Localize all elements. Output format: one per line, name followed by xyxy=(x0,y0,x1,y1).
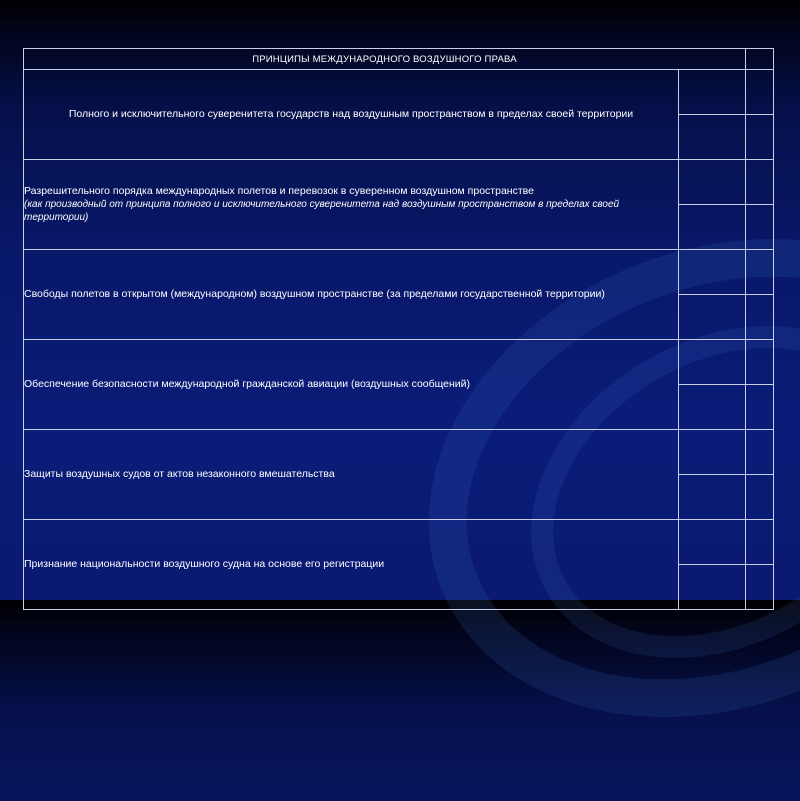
table-row xyxy=(24,520,774,565)
principle-text: Признание национальности воздушного судна на основе его регистрации xyxy=(24,558,385,570)
mark-cell[interactable] xyxy=(746,115,774,160)
mark-cell[interactable] xyxy=(746,70,774,115)
mark-cell[interactable] xyxy=(746,430,774,475)
mark-cell[interactable] xyxy=(746,160,774,205)
answer-cell[interactable] xyxy=(679,70,746,115)
table-header-row xyxy=(24,49,774,70)
principle-cell xyxy=(24,250,679,340)
principle-cell xyxy=(24,70,679,160)
principle-text: Защиты воздушных судов от актов незаконного вмешательства xyxy=(24,468,335,480)
principles-table xyxy=(23,48,774,610)
principle-subtext: (как производный от принципа полного и исключительного суверенитета над воздушным пространством в пределах своей территории) xyxy=(24,199,620,223)
table-header: ПРИНЦИПЫ МЕЖДУНАРОДНОГО ВОЗДУШНОГО ПРАВА xyxy=(24,49,746,70)
mark-cell[interactable] xyxy=(746,205,774,250)
table-row xyxy=(24,160,774,205)
header-empty-cell xyxy=(746,49,774,70)
mark-cell[interactable] xyxy=(746,520,774,565)
answer-cell[interactable] xyxy=(679,295,746,340)
answer-cell[interactable] xyxy=(679,340,746,385)
principle-text: Полного и исключительного суверенитета государств над воздушным пространством в пределах своей территории xyxy=(68,108,634,120)
mark-cell[interactable] xyxy=(746,385,774,430)
answer-cell[interactable] xyxy=(679,565,746,610)
mark-cell[interactable] xyxy=(746,295,774,340)
answer-cell[interactable] xyxy=(679,250,746,295)
answer-cell[interactable] xyxy=(679,475,746,520)
principle-text: Свободы полетов в открытом (международном) воздушном пространстве (за пределами государственной территории) xyxy=(24,288,605,300)
answer-cell[interactable] xyxy=(679,115,746,160)
table-row xyxy=(24,430,774,475)
answer-cell[interactable] xyxy=(679,160,746,205)
answer-cell[interactable] xyxy=(679,205,746,250)
principle-text: Разрешительного порядка международных полетов и перевозок в суверенном воздушном пространстве xyxy=(24,185,534,197)
answer-cell[interactable] xyxy=(679,385,746,430)
principle-cell xyxy=(24,340,679,430)
mark-cell[interactable] xyxy=(746,475,774,520)
principle-cell xyxy=(24,520,679,610)
table-row xyxy=(24,250,774,295)
table-row xyxy=(24,340,774,385)
mark-cell[interactable] xyxy=(746,340,774,385)
principle-cell xyxy=(24,160,679,250)
mark-cell[interactable] xyxy=(746,565,774,610)
answer-cell[interactable] xyxy=(679,430,746,475)
principle-cell xyxy=(24,430,679,520)
principle-text: Обеспечение безопасности международной гражданской авиации (воздушных сообщений) xyxy=(24,378,471,390)
table-row xyxy=(24,70,774,115)
mark-cell[interactable] xyxy=(746,250,774,295)
answer-cell[interactable] xyxy=(679,520,746,565)
